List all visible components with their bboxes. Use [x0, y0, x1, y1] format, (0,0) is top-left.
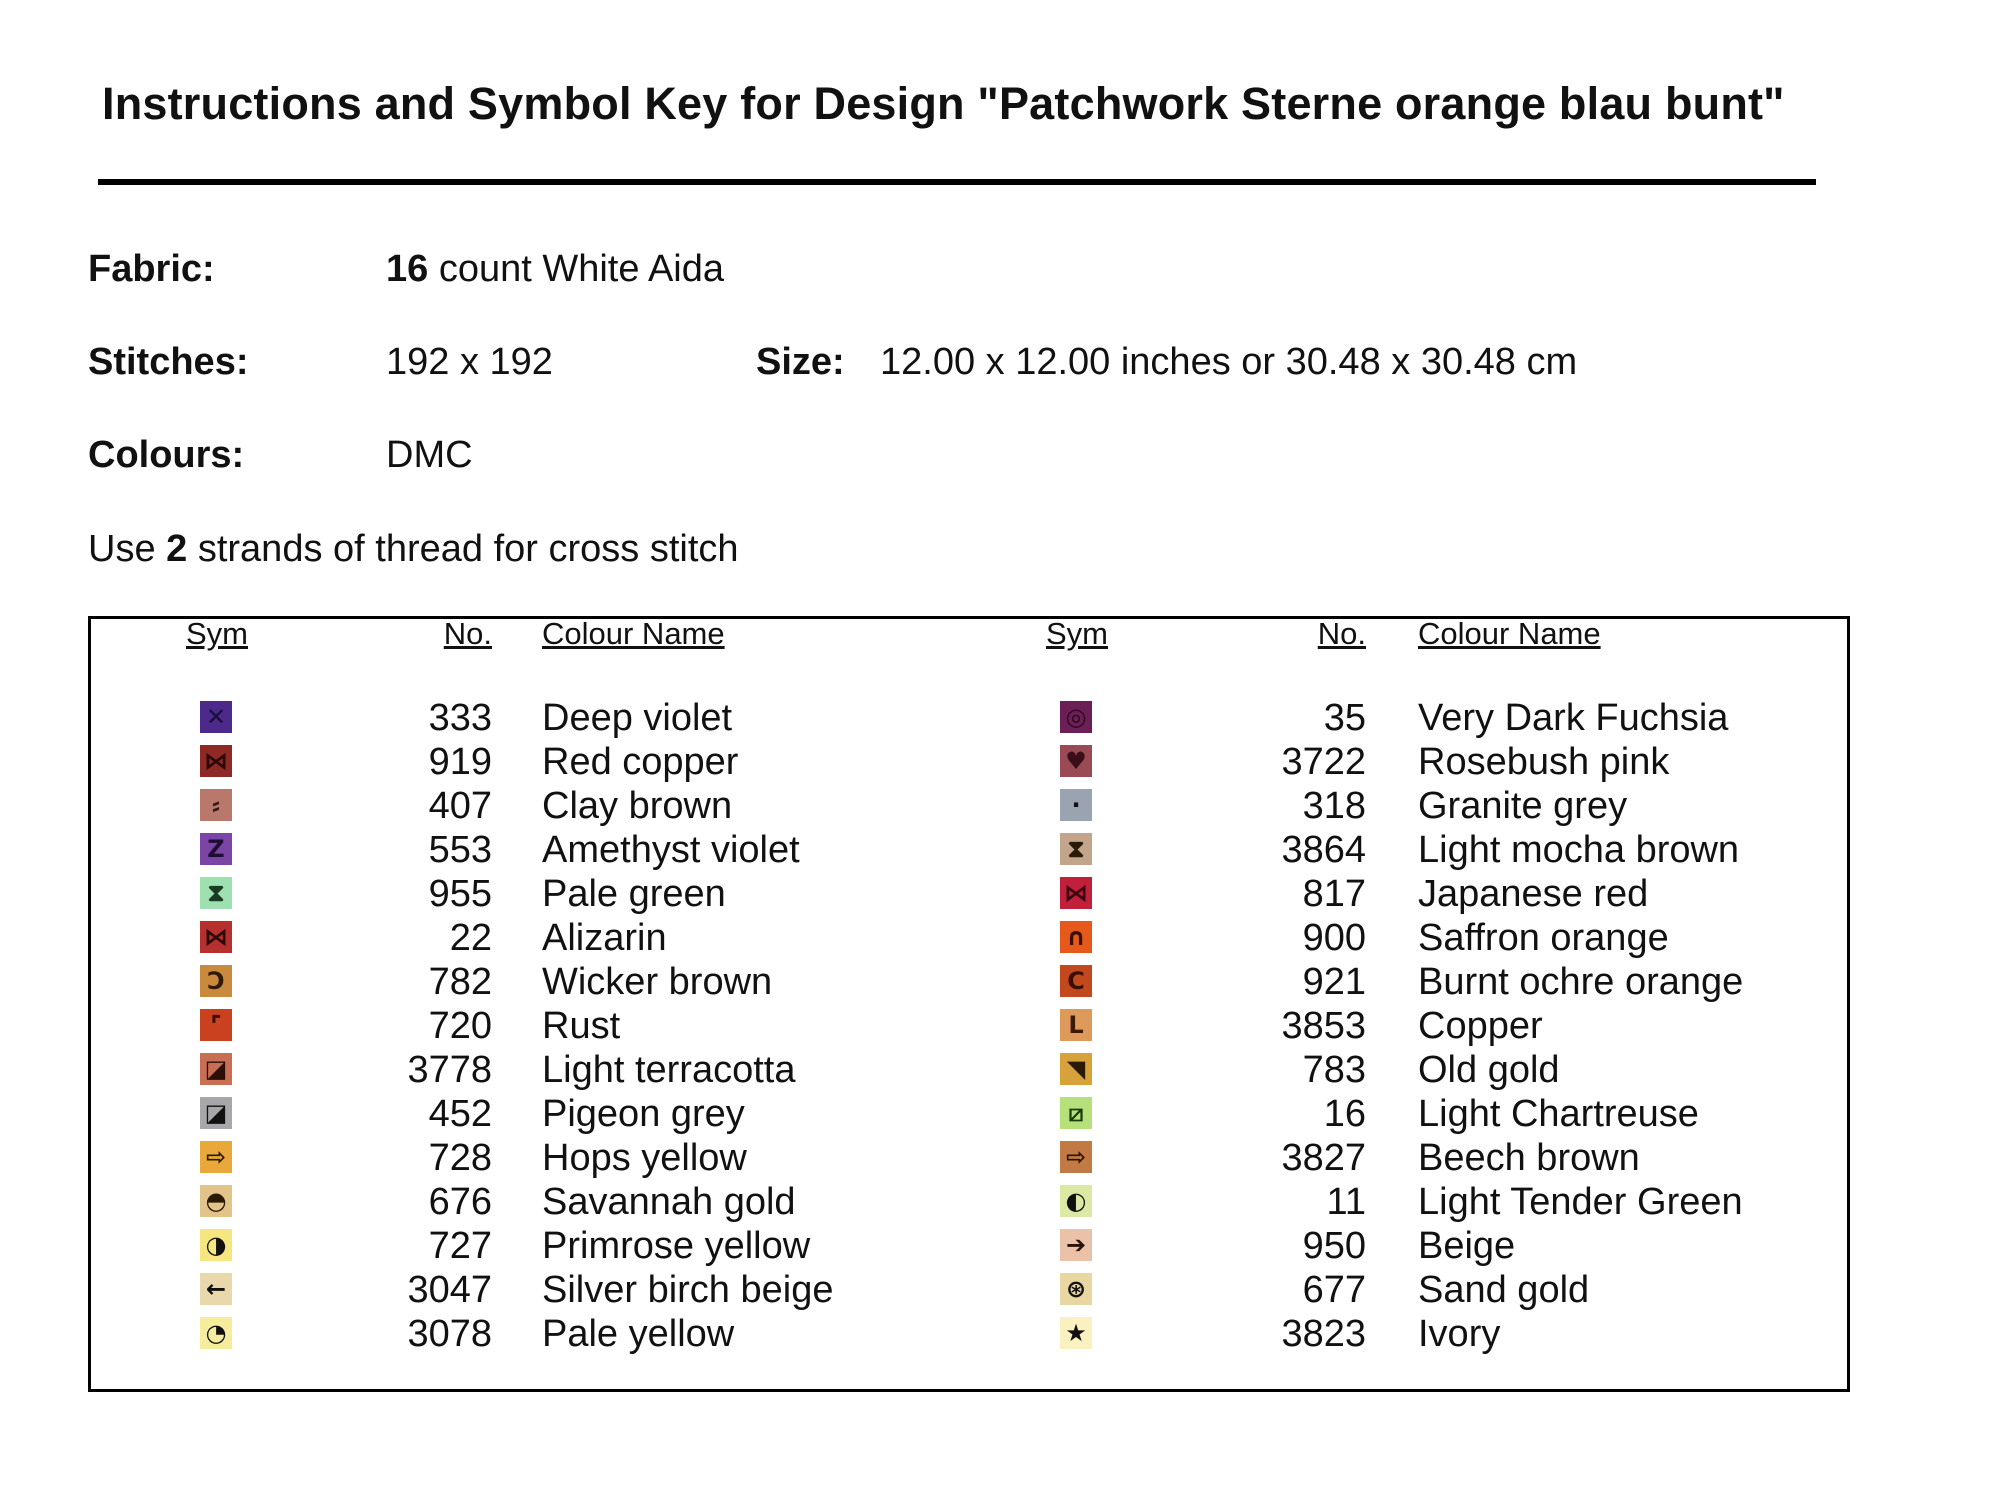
symbol-swatch-icon: ⊛	[1060, 1273, 1092, 1305]
header-name-left: Colour Name	[542, 616, 725, 651]
colour-name: Hops yellow	[542, 1137, 747, 1179]
dmc-number: 16	[1323, 1093, 1366, 1135]
dmc-number: 3823	[1281, 1313, 1366, 1355]
colour-name: Savannah gold	[542, 1181, 796, 1223]
symbol-swatch-icon: ⧗	[1060, 833, 1092, 865]
colour-name: Burnt ochre orange	[1418, 961, 1744, 1003]
dmc-number: 3047	[407, 1269, 492, 1311]
symbol-swatch-icon: ◪	[200, 1053, 232, 1085]
dmc-number: 35	[1323, 697, 1366, 739]
symbol-swatch-icon: ⌜	[200, 1009, 232, 1041]
colours-value: DMC	[386, 434, 473, 476]
symbol-swatch-icon: ♥	[1060, 745, 1092, 777]
fabric-value	[386, 248, 724, 291]
dmc-number: 720	[428, 1005, 492, 1047]
header-no-left: No.	[443, 616, 492, 651]
colour-name: Copper	[1418, 1005, 1543, 1047]
colour-name: Alizarin	[542, 917, 667, 959]
colour-name: Beige	[1418, 1225, 1516, 1267]
dmc-number: 553	[428, 829, 492, 871]
dmc-number: 407	[428, 785, 492, 827]
fabric-description: count White Aida	[428, 248, 725, 290]
header-name-right: Colour Name	[1418, 616, 1601, 651]
symbol-swatch-icon: ◥	[1060, 1053, 1092, 1085]
dmc-number: 677	[1302, 1269, 1366, 1311]
dmc-number: 333	[428, 697, 492, 739]
strands-suffix: strands of thread for cross stitch	[187, 528, 739, 570]
strands-count: 2	[166, 528, 188, 570]
colour-name: Amethyst violet	[542, 829, 800, 871]
header-sym-right: Sym	[1046, 616, 1108, 651]
dmc-number: 782	[428, 961, 492, 1003]
dmc-number: 676	[428, 1181, 492, 1223]
symbol-swatch-icon: Z	[200, 833, 232, 865]
colour-name: Pigeon grey	[542, 1093, 745, 1135]
symbol-swatch-icon: ★	[1060, 1317, 1092, 1349]
dmc-number: 3078	[407, 1313, 492, 1355]
symbol-swatch-icon: ◐	[1060, 1185, 1092, 1217]
colour-name: Wicker brown	[542, 961, 773, 1003]
strands-instruction	[88, 528, 739, 571]
symbol-swatch-icon: ⧄	[1060, 1097, 1092, 1129]
dmc-number: 3778	[407, 1049, 492, 1091]
colour-name: Beech brown	[1418, 1137, 1640, 1179]
dmc-number: 921	[1302, 961, 1366, 1003]
symbol-swatch-icon: ➔	[1060, 1229, 1092, 1261]
strands-prefix: Use	[88, 528, 167, 570]
symbol-swatch-icon: ⇨	[1060, 1141, 1092, 1173]
symbol-swatch-icon: ◓	[200, 1185, 232, 1217]
colour-name: Clay brown	[542, 785, 733, 827]
colour-name: Saffron orange	[1418, 917, 1669, 959]
symbol-swatch-icon: L	[1060, 1009, 1092, 1041]
dmc-number: 900	[1302, 917, 1366, 959]
colour-name: Primrose yellow	[542, 1225, 811, 1267]
colour-name: Pale green	[542, 873, 726, 915]
title-divider	[98, 179, 1816, 185]
dmc-number: 3864	[1281, 829, 1366, 871]
symbol-swatch-icon: ⋈	[1060, 877, 1092, 909]
dmc-number: 3722	[1281, 741, 1366, 783]
header-no-right: No.	[1317, 616, 1366, 651]
header-sym-left: Sym	[186, 616, 248, 651]
size-value: 12.00 x 12.00 inches or 30.48 x 30.48 cm	[880, 341, 1578, 383]
dmc-number: 318	[1302, 785, 1366, 827]
symbol-swatch-icon: ⸗	[200, 789, 232, 821]
dmc-number: 728	[428, 1137, 492, 1179]
stitches-label: Stitches:	[88, 341, 249, 383]
symbol-swatch-icon: ·	[1060, 789, 1092, 821]
colours-label: Colours:	[88, 434, 245, 476]
dmc-number: 955	[428, 873, 492, 915]
colour-name: Granite grey	[1418, 785, 1628, 827]
size-label: Size:	[756, 341, 845, 383]
colour-name: Light terracotta	[542, 1049, 796, 1091]
colour-name: Very Dark Fuchsia	[1418, 697, 1729, 739]
dmc-number: 11	[1326, 1181, 1366, 1223]
symbol-swatch-icon: ◔	[200, 1317, 232, 1349]
symbol-swatch-icon: ⇨	[200, 1141, 232, 1173]
symbol-swatch-icon: ⋈	[200, 921, 232, 953]
symbol-swatch-icon: ⋈	[200, 745, 232, 777]
colour-name: Old gold	[1418, 1049, 1560, 1091]
dmc-number: 22	[449, 917, 492, 959]
colour-name: Deep violet	[542, 697, 733, 739]
fabric-label: Fabric:	[88, 248, 215, 290]
colour-name: Red copper	[542, 741, 739, 783]
colour-name: Japanese red	[1418, 873, 1649, 915]
colour-name: Ivory	[1418, 1313, 1501, 1355]
symbol-swatch-icon: ∩	[1060, 921, 1092, 953]
colour-name: Light mocha brown	[1418, 829, 1740, 871]
dmc-number: 950	[1302, 1225, 1366, 1267]
symbol-swatch-icon: ⧗	[200, 877, 232, 909]
dmc-number: 817	[1302, 873, 1366, 915]
symbol-swatch-icon: ◎	[1060, 701, 1092, 733]
colour-name: Light Chartreuse	[1418, 1093, 1699, 1135]
colour-name: Rust	[542, 1005, 621, 1047]
symbol-swatch-icon: C	[1060, 965, 1092, 997]
colour-name: Sand gold	[1418, 1269, 1590, 1311]
colour-name: Pale yellow	[542, 1313, 735, 1355]
dmc-number: 452	[428, 1093, 492, 1135]
dmc-number: 919	[428, 741, 492, 783]
colour-name: Silver birch beige	[542, 1269, 834, 1311]
symbol-swatch-icon: ←	[200, 1273, 232, 1305]
dmc-number: 727	[428, 1225, 492, 1267]
dmc-number: 783	[1302, 1049, 1366, 1091]
dmc-number: 3827	[1281, 1137, 1366, 1179]
stitches-value: 192 x 192	[386, 341, 553, 383]
symbol-swatch-icon: Ↄ	[200, 965, 232, 997]
symbol-swatch-icon: ◪	[200, 1097, 232, 1129]
fabric-count: 16	[386, 248, 429, 290]
colour-name: Light Tender Green	[1418, 1181, 1743, 1223]
colour-name: Rosebush pink	[1418, 741, 1670, 783]
symbol-swatch-icon: ✕	[200, 701, 232, 733]
symbol-swatch-icon: ◑	[200, 1229, 232, 1261]
page-title: Instructions and Symbol Key for Design "Patchwork Sterne orange blau bunt"	[102, 78, 1785, 129]
dmc-number: 3853	[1281, 1005, 1366, 1047]
